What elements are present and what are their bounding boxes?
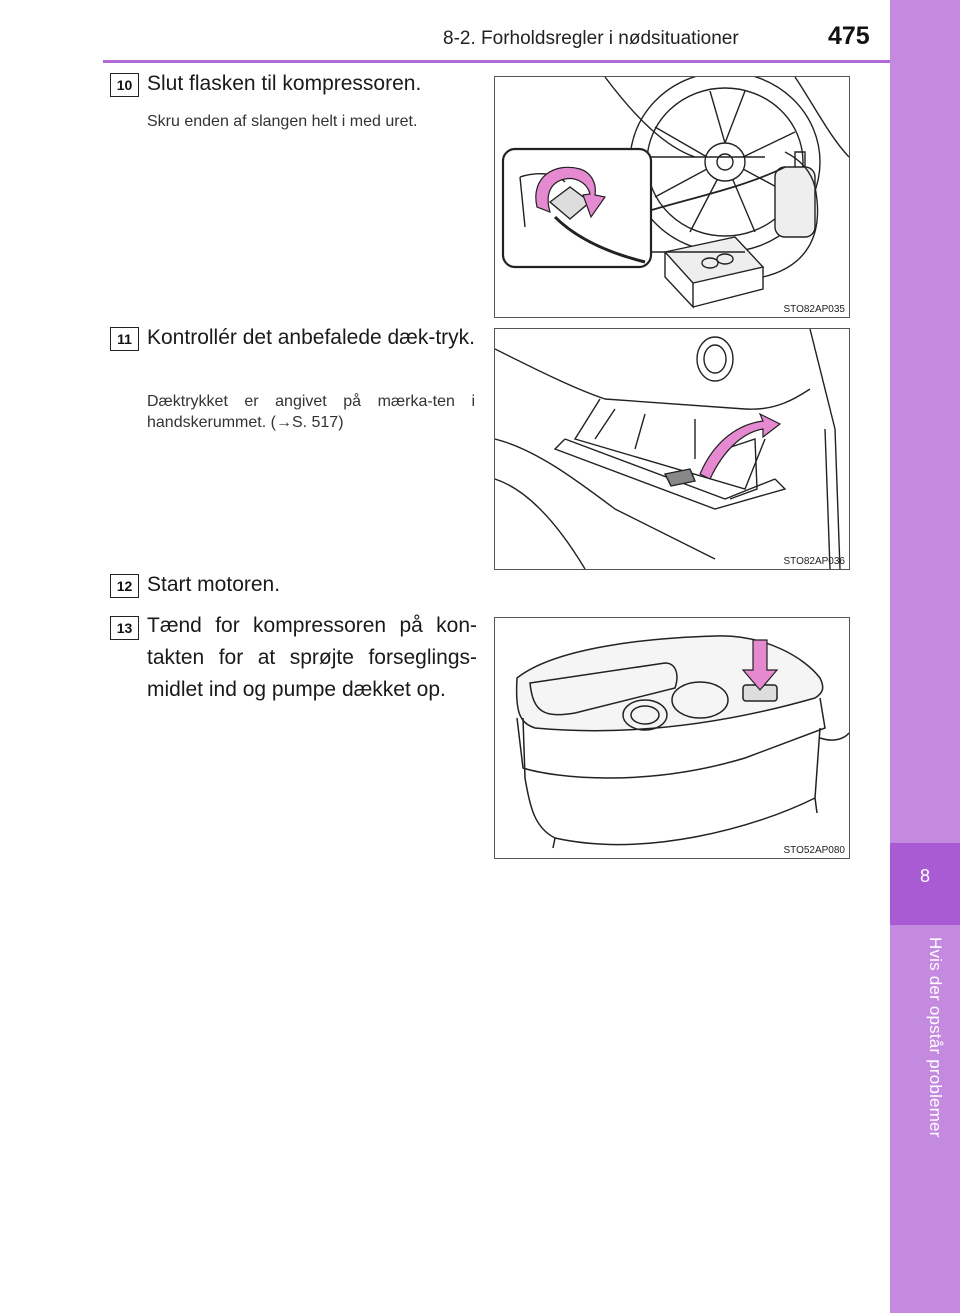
step-number: 13 [110,616,139,640]
chapter-title: Hvis der opstår problemer [926,937,945,1138]
page-reference[interactable]: S. 517 [291,414,339,431]
step-number: 10 [110,73,139,97]
step-title: Start motoren. [147,573,281,596]
figure-code: STO82AP035 [783,304,845,315]
step-title: Slut flasken til kompressoren. [147,72,422,95]
figure-code: STO82AP036 [783,556,845,567]
figure-compressor-switch [494,617,850,859]
step-detail: Skru enden af slangen helt i med uret. [147,113,418,130]
compressor-switch-illustration [495,618,849,858]
step-number: 11 [110,327,139,351]
page-number: 475 [828,22,870,50]
figure-code: STO52AP080 [783,845,845,856]
header-divider [103,60,890,63]
chapter-number: 8 [919,866,930,886]
step-number: 12 [110,574,139,598]
compressor-hose-illustration [495,77,849,317]
figure-compressor-hose [494,76,850,318]
section-title: 8-2. Forholdsregler i nødsituationer [443,28,739,49]
arrow-right-icon: → [275,414,292,431]
figure-glovebox-label [494,328,850,570]
step-detail: Dæktrykket er angivet på mærka-ten i handskerummet. (→S. 517) [147,393,475,431]
curved-arrow-icon [700,414,780,479]
step-title: Kontrollér det anbefalede dæk-tryk. [147,326,476,349]
glovebox-illustration [495,329,849,569]
step-title: Tænd for kompressoren på kon-takten for at sprøjte forseglings-midlet ind og pumpe dækket op. [147,614,477,701]
